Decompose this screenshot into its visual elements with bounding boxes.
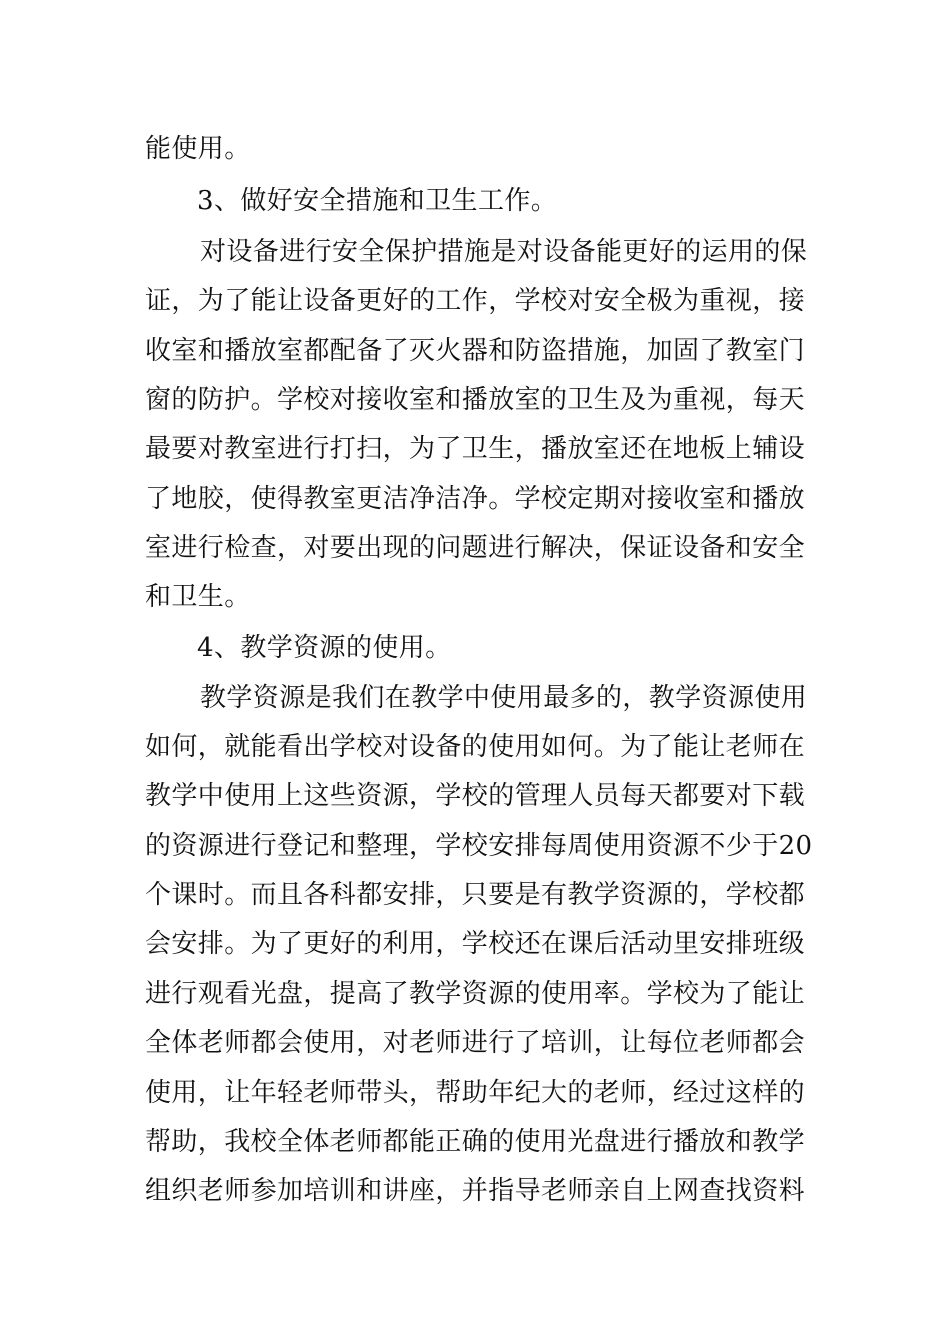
paragraph-line: 和卫生。 <box>145 582 251 612</box>
paragraph-line: 会安排。为了更好的利用，学校还在课后活动里安排班级 <box>145 929 806 959</box>
paragraph-line: 教学中使用上这些资源，学校的管理人员每天都要对下载 <box>145 781 806 811</box>
paragraph-line: 帮助，我校全体老师都能正确的使用光盘进行播放和教学 <box>145 1127 806 1157</box>
paragraph-line: 进行观看光盘，提高了教学资源的使用率。学校为了能让 <box>145 979 806 1009</box>
paragraph-line: 对设备进行安全保护措施是对设备能更好的运用的保 <box>200 237 808 267</box>
paragraph-line: 最要对教室进行打扫，为了卫生，播放室还在地板上辅设 <box>145 434 806 464</box>
paragraph-line: 证，为了能让设备更好的工作，学校对安全极为重视，接 <box>145 286 806 316</box>
paragraph-line: 收室和播放室都配备了灭火器和防盗措施，加固了教室门 <box>145 336 806 366</box>
paragraph-line: 教学资源是我们在教学中使用最多的，教学资源使用 <box>200 683 808 713</box>
paragraph-line: 室进行检查，对要出现的问题进行解决，保证设备和安全 <box>145 533 806 563</box>
paragraph-line: 组织老师参加培训和讲座，并指导老师亲自上网查找资料 <box>145 1176 806 1206</box>
paragraph-line: 窗的防护。学校对接收室和播放室的卫生及为重视，每天 <box>145 385 806 415</box>
paragraph-line: 如何，就能看出学校对设备的使用如何。为了能让老师在 <box>145 732 806 762</box>
section-heading-3: 3、做好安全措施和卫生工作。 <box>197 186 558 216</box>
paragraph-line: 使用，让年轻老师带头，帮助年纪大的老师，经过这样的 <box>145 1078 806 1108</box>
section-heading-4: 4、教学资源的使用。 <box>197 633 452 663</box>
paragraph-line: 全体老师都会使用，对老师进行了培训，让每位老师都会 <box>145 1028 806 1058</box>
paragraph-line: 个课时。而且各科都安排，只要是有教学资源的，学校都 <box>145 880 806 910</box>
text-line: 能使用。 <box>145 134 251 164</box>
paragraph-line: 了地胶，使得教室更洁净洁净。学校定期对接收室和播放 <box>145 484 806 514</box>
paragraph-line: 的资源进行登记和整理，学校安排每周使用资源不少于20 <box>145 831 813 861</box>
